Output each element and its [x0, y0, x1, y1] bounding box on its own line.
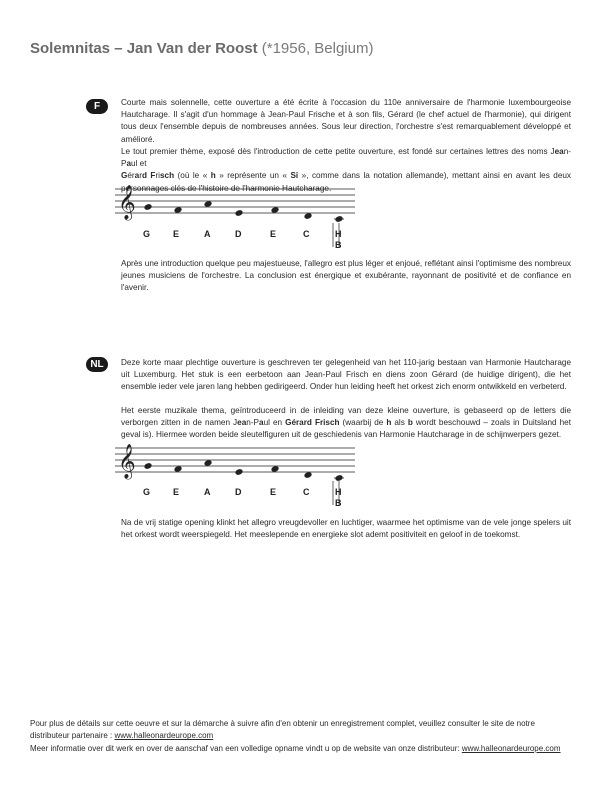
music-staff-nl — [115, 442, 355, 482]
note-labels-fr — [115, 229, 355, 253]
treble-clef-icon: 𝄞 — [118, 185, 136, 220]
note-label: D — [235, 487, 242, 497]
note-label: C — [303, 229, 310, 239]
title-main: Solemnitas – Jan Van der Roost — [30, 40, 258, 57]
note-label: E — [173, 229, 180, 239]
footer-fr: Pour plus de détails sur cette oeuvre et sur la démarche à suivre afin d'en obtenir un enregistrement complet, veuillez consulter le site de notre distributeur partenaire : www.halleonardeurope.com — [30, 719, 535, 741]
staff-lines — [115, 189, 355, 213]
alternative-note-bracket-fr — [330, 222, 342, 248]
note-labels-nl — [115, 487, 355, 511]
language-badge-fr: F — [86, 99, 108, 114]
note-heads — [144, 200, 344, 223]
note-label: B — [335, 498, 342, 508]
page-title — [30, 40, 373, 57]
note-label: G — [143, 487, 151, 497]
note-label: H — [335, 487, 342, 497]
distributor-link-fr[interactable]: www.halleonardeurope.com — [114, 731, 214, 741]
title-sub: (*1956, Belgium) — [261, 40, 374, 57]
nl-paragraph-3: Na de vrij statige opening klinkt het allegro vreugdevoller en luchtiger, waarmee het optimisme van de vele jonge spelers uit het orkest wordt weerspiegeld. Het meeslepende en energieke slot ademt positiviteit en geloof in de toekomst. — [121, 518, 571, 540]
fr-paragraph-2: Le tout premier thème, exposé dès l'introduction de cette petite ouverture, est fondé sur certaines lettres des noms Jean-Paul et Gérard Frisch (où le « h » représente un « Si », comme dans la notation allemande), mettant ainsi en avant les deux personnages clés de l'histoire de l'harmonie Hautcharage. — [121, 147, 572, 193]
footer-nl: Meer informatie over dit werk en over de aanschaf van een volledige opname vindt u op de website van onze distributeur: www.halleonardeurope.com — [30, 743, 561, 753]
note-label: C — [303, 487, 310, 497]
fr-paragraph-1: Courte mais solennelle, cette ouverture a été écrite à l'occasion du 110e anniversaire de l'harmonie luxembourgeoise Hautcharage. Il s'agit d'un hommage à Jean-Paul Frische et à son fils, Gérard (le chef actuel de l'harmonie), qui dirigent tous deux l'ensemble depuis de nombreuses années. Sous leur direction, l'orchestre s'est remarquablement développé et amélioré. — [121, 98, 571, 144]
music-staff-fr — [115, 183, 355, 223]
treble-clef-icon: 𝄞 — [118, 444, 136, 479]
note-label: A — [204, 229, 211, 239]
staff-lines — [115, 448, 355, 472]
note-label: E — [270, 487, 277, 497]
note-label: H — [335, 229, 342, 239]
note-label: D — [235, 229, 242, 239]
distributor-link-nl[interactable]: www.halleonardeurope.com — [461, 743, 561, 753]
note-label: E — [270, 229, 277, 239]
alternative-note-bracket-nl — [330, 480, 342, 506]
fr-paragraph-3: Après une introduction quelque peu majestueuse, l'allegro est plus léger et enjoué, reflétant ainsi l'optimisme des nombreux jeunes musiciens de l'orchestre. La conclusion est énergique et exubérante, rayonnant de positivité et de confiance en l'avenir. — [121, 259, 571, 293]
footer — [30, 718, 575, 755]
note-label: E — [173, 487, 180, 497]
language-badge-nl: NL — [86, 357, 108, 372]
note-label: A — [204, 487, 211, 497]
note-label: B — [335, 240, 342, 250]
note-heads — [144, 459, 344, 482]
nl-paragraph-1: Deze korte maar plechtige ouverture is geschreven ter gelegenheid van het 110-jarig bestaan van Harmonie Hautcharage uit Luxemburg. Het stuk is een eerbetoon aan Jean-Paul Frisch en diens zoon Gérard (de huidige dirigent), die het ensemble ieder vele jaren lang hebben gedirigeerd. Onder hun leiding heeft het orkest zich enorm ontwikkeld en verbeterd. — [121, 358, 571, 392]
nl-paragraph-2: Het eerste muzikale thema, geïntroduceerd in de inleiding van deze kleine ouverture, is gebaseerd op de letters die verborgen zitten in de namen Jean-Paul en Gérard Frisch (waarbij de h als b wordt beschouwd – zoals in Duitsland het geval is). Hiermee worden beide sleutelfiguren uit de geschiedenis van Harmonie Hautcharage in de schijnwerpers gezet. — [121, 406, 571, 440]
note-label: G — [143, 229, 151, 239]
